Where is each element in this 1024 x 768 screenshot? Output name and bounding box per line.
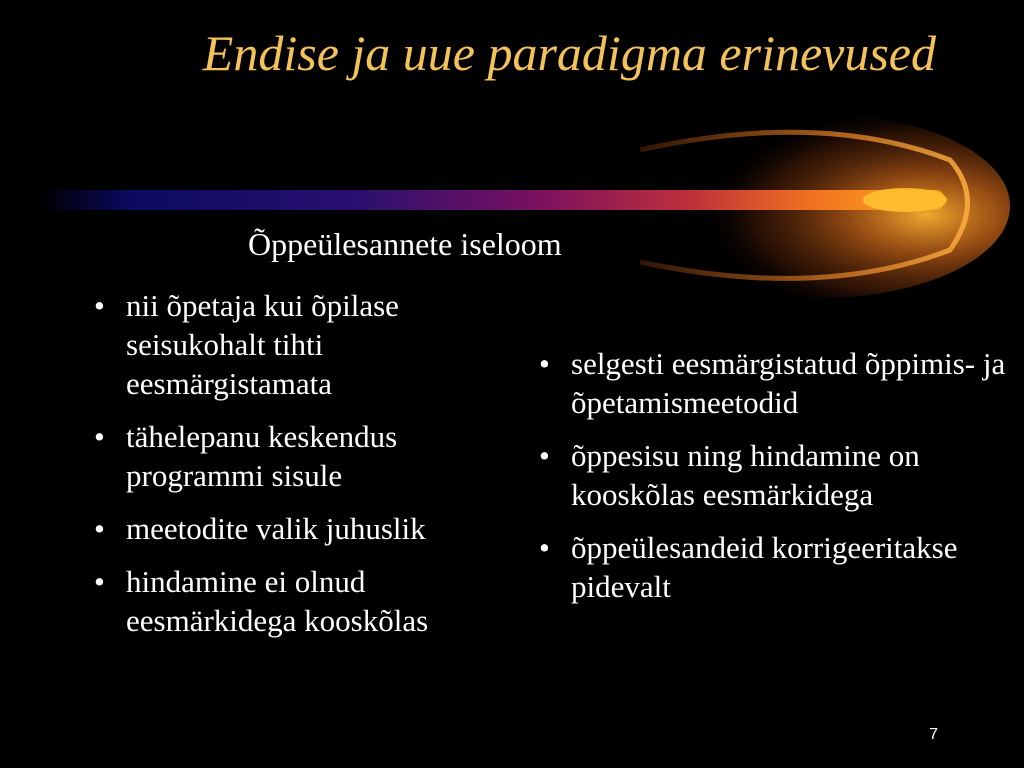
list-item [86, 286, 526, 403]
bullet-icon: • [94, 288, 105, 323]
list-item [86, 509, 526, 548]
bullet-text: nii õpetaja kui õpilase seisukohalt tihti eesmärgistamata [126, 288, 399, 401]
bullet-text: tähelepanu keskendus programmi sisule [126, 419, 398, 493]
list-item [531, 436, 1021, 514]
gradient-bar [40, 190, 945, 210]
slide-title: Endise ja uue paradigma erinevused [202, 25, 936, 81]
bullet-text: õppesisu ning hindamine on kooskõlas eesmärkidega [571, 438, 920, 512]
list-item [531, 528, 1021, 606]
list-item [531, 344, 1021, 422]
list-item [86, 562, 526, 640]
bullet-text: selgesti eesmärgistatud õppimis- ja õpetamismeetodid [571, 346, 1006, 420]
bar-highlight [863, 188, 947, 212]
bullet-icon: • [539, 530, 550, 565]
bullet-icon: • [539, 438, 550, 473]
bullet-icon: • [94, 511, 105, 546]
slide-subtitle: Õppeülesannete iseloom [248, 226, 562, 262]
bullet-text: hindamine ei olnud eesmärkidega kooskõlas [126, 564, 429, 638]
bullet-icon: • [539, 346, 550, 381]
left-bullet-list [86, 286, 526, 654]
bullet-icon: • [94, 419, 105, 454]
page-number: 7 [929, 726, 938, 743]
bullet-icon: • [94, 564, 105, 599]
bullet-text: õppeülesandeid korrigeeritakse pidevalt [571, 530, 958, 604]
right-bullet-list [531, 344, 1021, 620]
list-item [86, 417, 526, 495]
bullet-text: meetodite valik juhuslik [126, 511, 426, 546]
